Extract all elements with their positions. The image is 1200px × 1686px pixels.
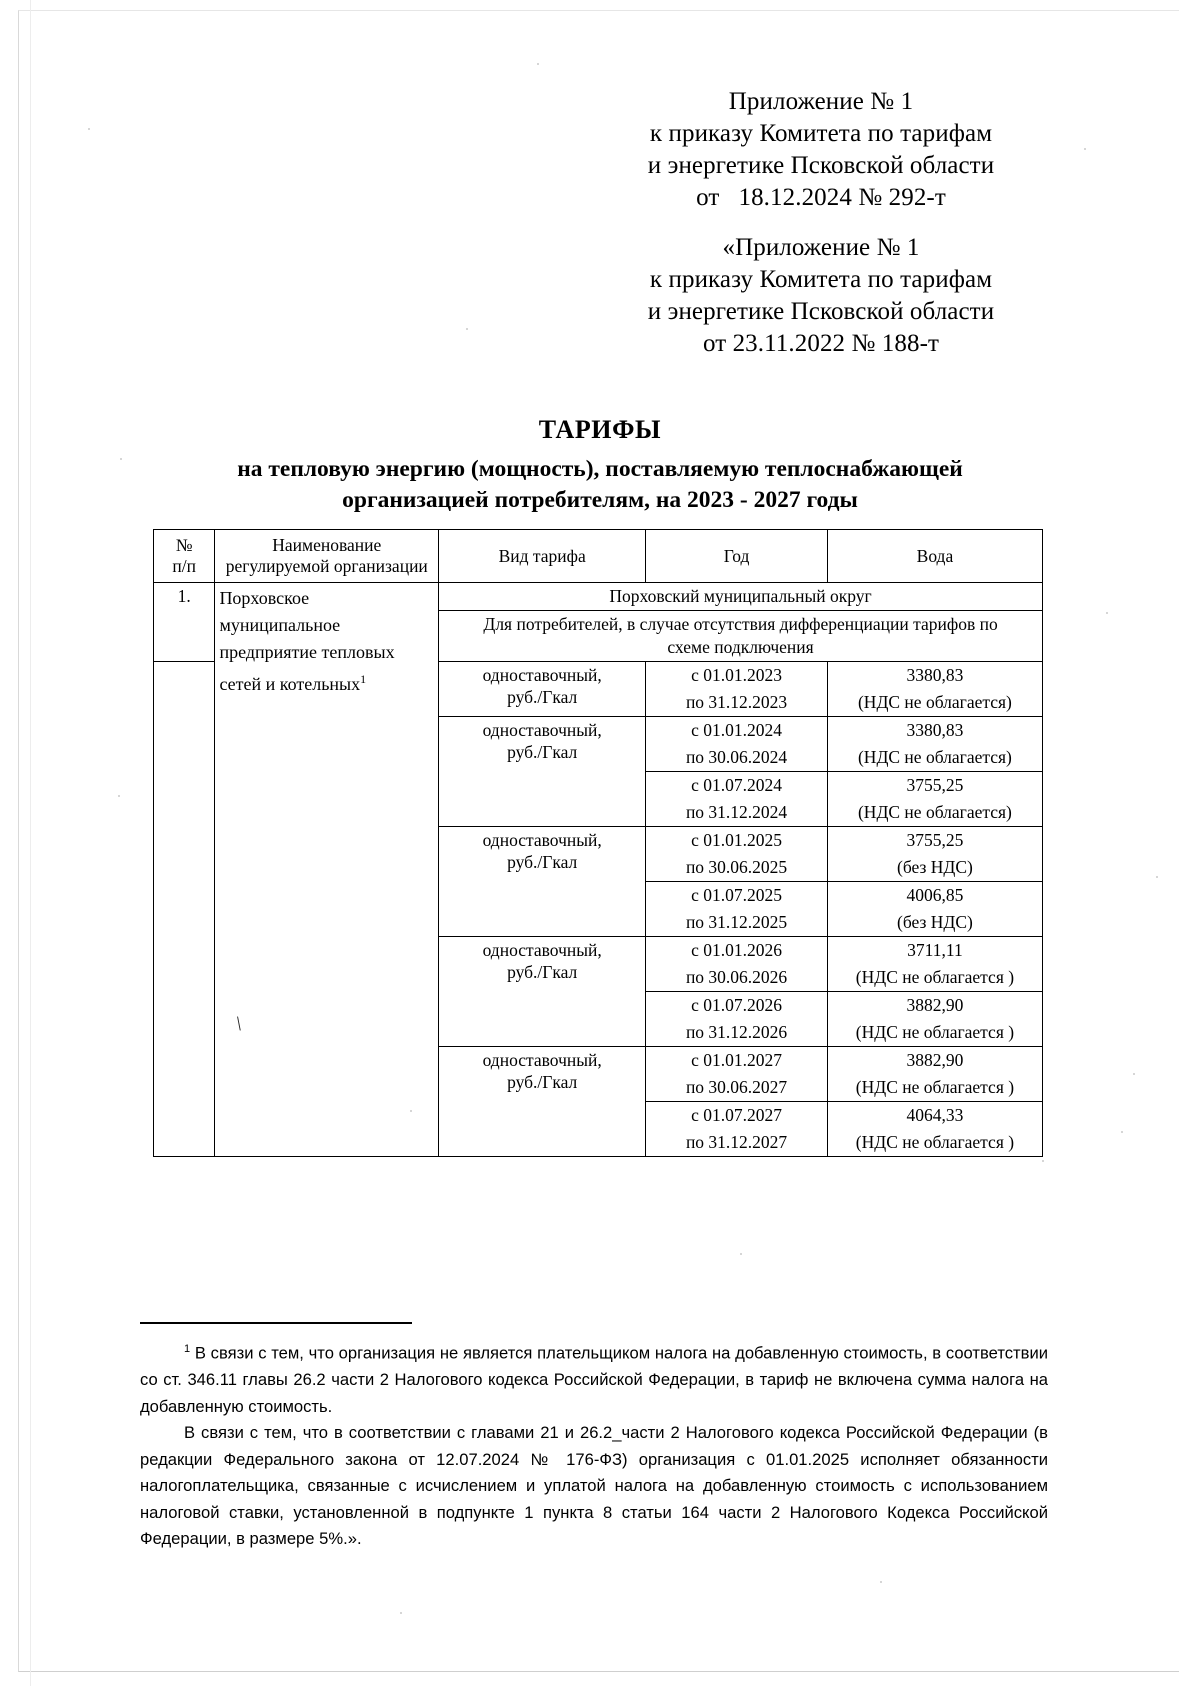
tariff-type-cell [439,717,646,827]
tariff-table [153,529,1043,1157]
appendix-ref-line: к приказу Комитета по тарифам [649,266,993,293]
footnote-block [140,1336,1048,1553]
column-header-year: Год [646,530,828,583]
period-from: с 01.01.2025 [646,827,828,855]
vat-note: (НДС не облагается ) [827,1074,1042,1102]
tariff-value: 3380,83 [827,717,1042,745]
table-header-row [154,530,1043,583]
scan-speck [1106,612,1108,614]
scan-speck [400,1612,402,1614]
appendix-reference-original [586,232,1056,360]
period-to: по 30.06.2024 [646,744,828,772]
scan-speck [120,458,122,460]
period-to: по 30.06.2027 [646,1074,828,1102]
appendix-ref-line: «Приложение № 1 [722,234,920,261]
organization-footnote-marker: 1 [360,672,367,686]
organization-name-text: Порховское муниципальное предприятие тепловых сетей и котельных [219,588,395,694]
footnote-paragraph-2: В связи с тем, что в соответствии с главами 21 и 26.2_части 2 Налогового кодекса Российской Федерации (в редакции Федерального закона от 12.07.2024 № 176-ФЗ) организация с 01.01.2025 исполняет обязанности налогоплательщика, связанные с исчислением и уплатой налога на добавленную стоимость с использованием налоговой ставки, установленной в подпункте 1 пункта 8 статьи 164 части 2 Налогового Кодекса Российской Федерации, в размере 5%.». [140,1423,1048,1549]
table-row [154,583,1043,611]
scan-speck [1084,148,1086,150]
appendix-ref-line: от 18.12.2024 № 292-т [696,184,946,211]
period-to: по 31.12.2027 [646,1129,828,1157]
appendix-ref-line: к приказу Комитета по тарифам [649,120,993,147]
period-to: по 30.06.2026 [646,964,828,992]
municipality-banner: Порховский муниципальный округ [439,583,1043,611]
period-to: по 31.12.2026 [646,1019,828,1047]
appendix-reference-current [586,86,1056,214]
vat-note: (без НДС) [827,909,1042,937]
row-number-spacer [154,662,215,1157]
appendix-ref-line: и энергетике Псковской области [647,152,995,179]
scan-speck [1042,1160,1044,1162]
period-from: с 01.07.2027 [646,1102,828,1130]
appendix-ref-line: и энергетике Псковской области [647,298,995,325]
tariff-type-line-1: одноставочный, [482,720,602,740]
period-to: по 31.12.2025 [646,909,828,937]
scan-speck [466,328,468,330]
tariff-value: 4006,85 [827,882,1042,910]
scan-speck [410,1110,412,1112]
period-from: с 01.07.2025 [646,882,828,910]
document-title-block [130,415,1070,516]
tariff-type-line-1: одноставочный, [482,940,602,960]
scan-speck [1133,1073,1135,1075]
footnote-paragraph-1 [140,1336,1048,1420]
tariff-value: 3711,11 [827,937,1042,965]
page-title: ТАРИФЫ [538,415,662,444]
vat-note: (НДС не облагается) [827,744,1042,772]
period-from: с 01.07.2024 [646,772,828,800]
footnote-marker: 1 [184,1343,191,1355]
scan-speck [740,1253,742,1255]
tariff-type-line-1: одноставочный, [482,665,602,685]
tariff-value: 3755,25 [827,772,1042,800]
scan-speck [537,63,539,65]
row-number-cell: 1. [154,583,215,662]
tariff-value: 3380,83 [827,662,1042,690]
consumers-banner-line-2: схеме подключения [667,637,814,657]
appendix-ref-line: от 23.11.2022 № 188-т [702,330,940,357]
vat-note: (без НДС) [827,854,1042,882]
period-from: с 01.01.2023 [646,662,828,690]
tariff-value: 4064,33 [827,1102,1042,1130]
column-header-tariff-type: Вид тарифа [439,530,646,583]
scan-speck [1121,1131,1123,1133]
column-header-organization-line1: Наименование [272,535,382,555]
column-header-organization-line2: регулируемой организации [225,556,428,576]
tariff-type-cell [439,662,646,717]
consumers-banner [439,611,1043,662]
vat-note: (НДС не облагается ) [827,964,1042,992]
vat-note: (НДС не облагается) [827,689,1042,717]
footnote-paragraph-1-text: В связи с тем, что организация не является плательщиком налога на добавленную стоимость, в соответствии со ст. 346.11 главы 26.2 части 2 Налогового кодекса Российской Федерации, в тариф не включена сумма налога на добавленную стоимость. [140,1343,1048,1416]
consumers-banner-line-1: Для потребителей, в случае отсутствия дифференциации тарифов по [483,614,998,634]
footnote-separator [140,1322,412,1324]
column-header-number-line1: № [175,535,193,555]
tariff-type-line-2: руб./Гкал [507,1072,578,1092]
period-to: по 31.12.2024 [646,799,828,827]
appendix-ref-line: Приложение № 1 [728,88,914,115]
stray-pen-mark: \ [234,1012,244,1036]
tariff-type-cell [439,1047,646,1157]
scan-speck [88,128,90,130]
vat-note: (НДС не облагается ) [827,1129,1042,1157]
period-from: с 01.01.2026 [646,937,828,965]
period-from: с 01.01.2024 [646,717,828,745]
tariff-type-line-2: руб./Гкал [507,962,578,982]
period-to: по 30.06.2025 [646,854,828,882]
scan-speck [118,795,120,797]
scan-speck [880,1581,882,1583]
period-from: с 01.01.2027 [646,1047,828,1075]
column-header-water: Вода [827,530,1042,583]
page-subtitle-line-1: на тепловую энергию (мощность), поставляемую теплоснабжающей [237,456,963,482]
period-to: по 31.12.2023 [646,689,828,717]
column-header-number-line2: п/п [172,556,197,576]
vat-note: (НДС не облагается ) [827,1019,1042,1047]
tariff-value: 3882,90 [827,992,1042,1020]
tariff-value: 3755,25 [827,827,1042,855]
organization-name-cell [215,583,439,1157]
tariff-type-line-2: руб./Гкал [507,687,578,707]
tariff-type-line-1: одноставочный, [482,830,602,850]
tariff-type-line-2: руб./Гкал [507,852,578,872]
tariff-type-line-1: одноставочный, [482,1050,602,1070]
tariff-type-line-2: руб./Гкал [507,742,578,762]
scan-speck [1156,876,1158,878]
vat-note: (НДС не облагается) [827,799,1042,827]
column-header-number [154,530,215,583]
period-from: с 01.07.2026 [646,992,828,1020]
tariff-type-cell [439,827,646,937]
tariff-value: 3882,90 [827,1047,1042,1075]
page-subtitle-line-2: организацией потребителям, на 2023 - 2027 годы [342,487,858,513]
tariff-type-cell [439,937,646,1047]
column-header-organization [215,530,439,583]
